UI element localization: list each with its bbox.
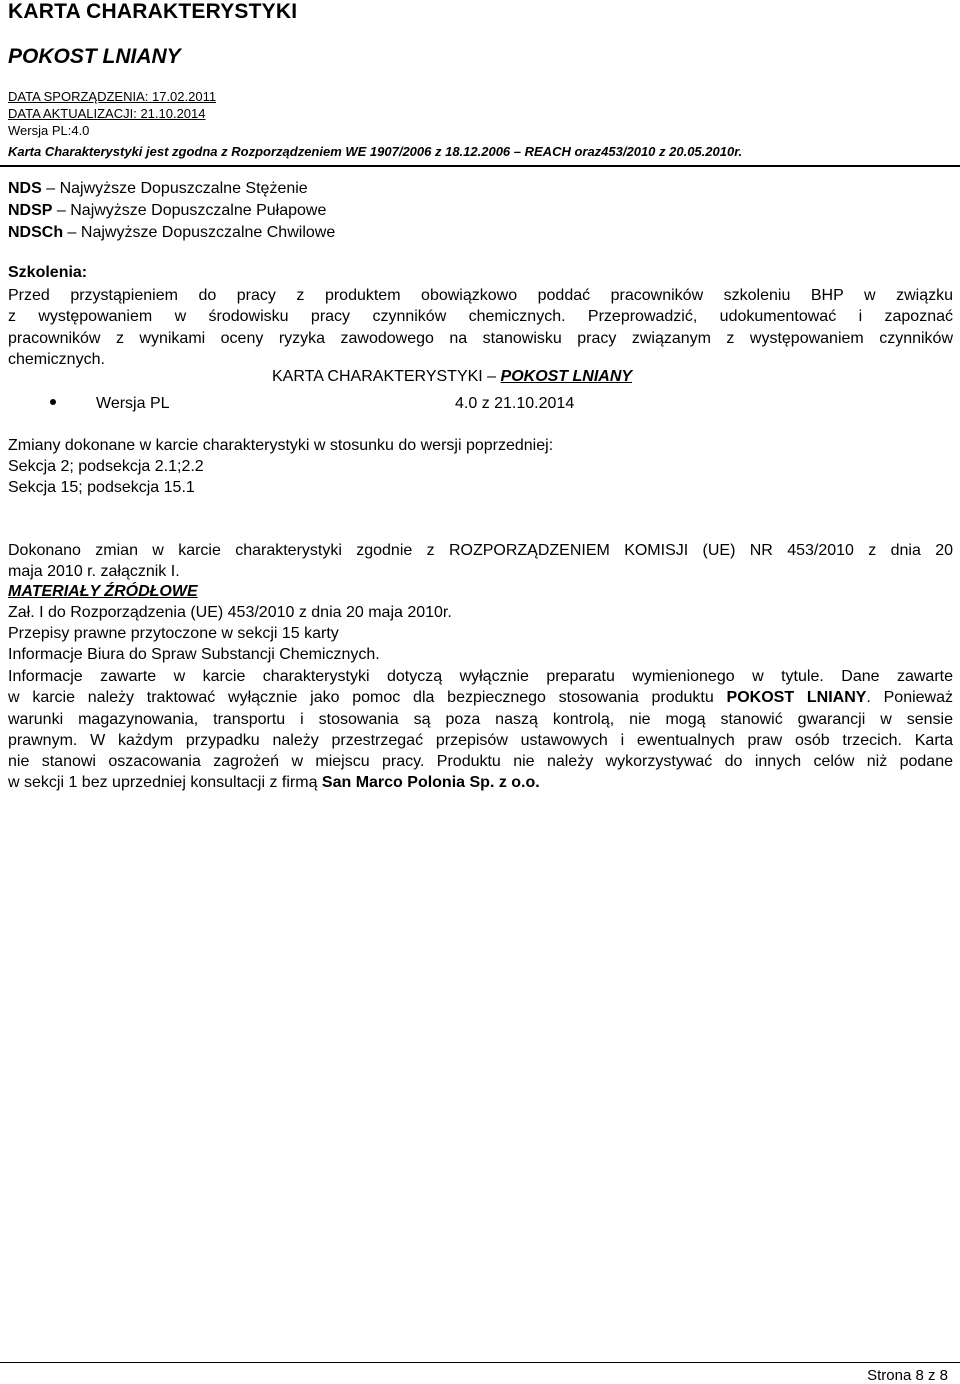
changes-item: Sekcja 15; podsekcja 15.1: [8, 479, 195, 496]
disclaimer-line: [8, 772, 953, 793]
disclaimer-paragraph: [8, 666, 953, 794]
training-line: pracowników z wynikami oceny ryzyka zawodowego na stanowisku pracy związanym z występowaniem czynników: [8, 329, 953, 347]
page-number: Strona 8 z 8: [867, 1367, 948, 1384]
disclaimer-text: w karcie należy traktować wyłącznie jako pomoc dla bezpiecznego stosowania produktu: [8, 689, 727, 707]
regulation-line: maja 2010 r. załącznik I.: [8, 563, 180, 581]
disclaimer-line: warunki magazynowania, transportu i stosowania są poza naszą kontrolą, nie mogą stanowić gwarancji w sensie: [8, 710, 953, 728]
training-heading: Szkolenia:: [8, 264, 88, 281]
sources-heading: MATERIAŁY ŹRÓDŁOWE: [8, 583, 198, 600]
version-row-label: Wersja PL: [96, 395, 170, 412]
training-paragraph: [8, 285, 953, 370]
document-title: KARTA CHARAKTERYSTYKI: [8, 0, 298, 23]
date-created: DATA SPORZĄDZENIA: 17.02.2011: [8, 89, 217, 104]
abbreviation-ndsch: [8, 224, 335, 242]
date-updated: DATA AKTUALIZACJI: 21.10.2014: [8, 106, 206, 121]
version-row-value: 4.0 z 21.10.2014: [455, 395, 575, 412]
abbreviation-text: – Najwyższe Dopuszczalne Chwilowe: [63, 224, 336, 241]
abbreviation-code: NDS: [8, 180, 42, 197]
regulation-line: Dokonano zmian w karcie charakterystyki zgodnie z ROZPORZĄDZENIEM KOMISJI (UE) NR 453/2010 z dnia 20: [8, 542, 953, 559]
header-divider: [0, 165, 960, 167]
bullet-icon: [50, 399, 56, 405]
product-name: POKOST LNIANY: [8, 45, 181, 68]
disclaimer-product: POKOST LNIANY: [726, 689, 867, 707]
disclaimer-text: . Ponieważ: [866, 689, 954, 707]
source-item: Informacje Biura do Spraw Substancji Chemicznych.: [8, 646, 380, 663]
disclaimer-text: w sekcji 1 bez uprzedniej konsultacji z firmą: [8, 774, 322, 792]
source-item: Przepisy prawne przytoczone w sekcji 15 karty: [8, 625, 339, 642]
version-label: Wersja PL:4.0: [8, 123, 90, 138]
disclaimer-line: [8, 687, 953, 708]
changes-intro: Zmiany dokonane w karcie charakterystyki w stosunku do wersji poprzedniej:: [8, 437, 554, 454]
changes-item: Sekcja 2; podsekcja 2.1;2.2: [8, 458, 204, 475]
regulation-paragraph: [8, 540, 953, 583]
training-line: Przed przystąpieniem do pracy z produktem obowiązkowo poddać pracowników szkoleniu BHP w związku: [8, 287, 953, 304]
section-title-prefix: KARTA CHARAKTERYSTYKI –: [272, 368, 501, 385]
training-line: chemicznych.: [8, 350, 105, 368]
abbreviation-code: NDSCh: [8, 224, 64, 241]
disclaimer-company: San Marco Polonia Sp. z o.o.: [321, 774, 540, 792]
disclaimer-line: Informacje zawarte w karcie charakterystyki dotyczą wyłącznie preparatu wymienionego w tytule. Dane zawarte: [8, 668, 953, 685]
compliance-note: Karta Charakterystyki jest zgodna z Rozporządzeniem WE 1907/2006 z 18.12.2006 – REACH oraz453/2010 z 20.05.2010r.: [8, 144, 743, 159]
abbreviation-text: – Najwyższe Dopuszczalne Stężenie: [41, 180, 308, 197]
section-title-product: POKOST LNIANY: [500, 368, 633, 385]
abbreviation-ndsp: [8, 202, 326, 220]
disclaimer-line: nie stanowi oszacowania zagrożeń w miejscu pracy. Produktu nie należy wykorzystywać do innych celów niż podane: [8, 753, 953, 771]
training-line: z występowaniem w środowisku pracy czynników chemicznych. Przeprowadzić, udokumentować i zapoznać: [8, 308, 953, 326]
abbreviation-nds: [8, 180, 308, 198]
abbreviation-text: – Najwyższe Dopuszczalne Pułapowe: [52, 202, 327, 219]
source-item: Zał. I do Rozporządzenia (UE) 453/2010 z dnia 20 maja 2010r.: [8, 604, 452, 621]
abbreviation-code: NDSP: [8, 202, 53, 219]
disclaimer-line: prawnym. W każdym przypadku należy przestrzegać przepisów ustawowych i ewentualnych praw osób trzecich. Karta: [8, 731, 953, 749]
footer-divider: [0, 1362, 960, 1363]
section-title: [272, 368, 632, 386]
version-row: [50, 395, 575, 413]
